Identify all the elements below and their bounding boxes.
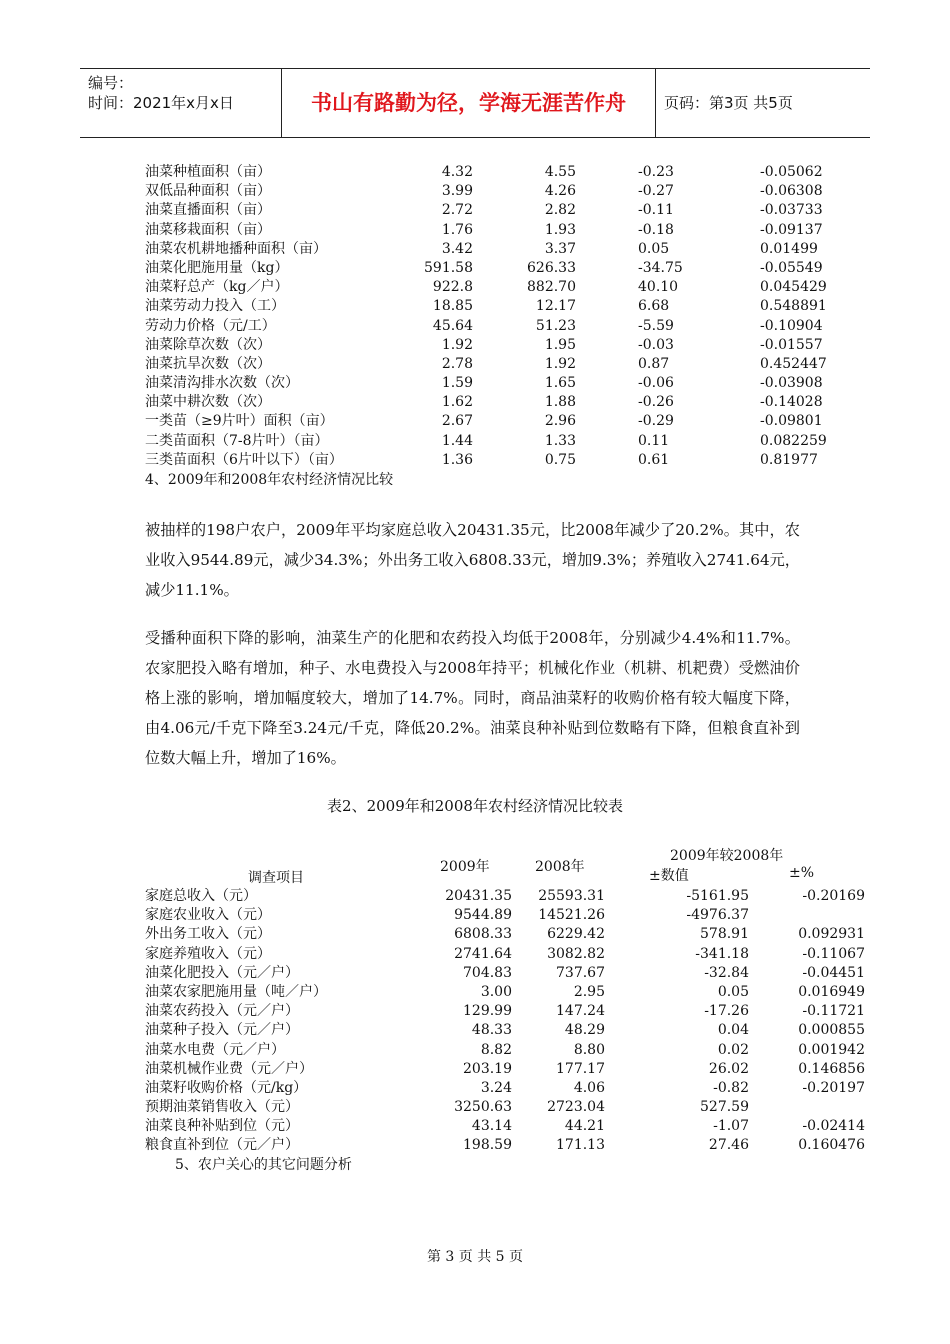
table-row: [145, 887, 865, 906]
table-row: [145, 1136, 865, 1155]
cell-value: 177.17: [556, 1060, 605, 1077]
cell-value: -0.14028: [760, 394, 823, 411]
cell-value: 3.99: [441, 183, 473, 200]
row-label: 一类苗（≥9片叶）面积（亩）: [145, 413, 334, 430]
table-row: [145, 355, 865, 374]
table-2-header-compare: 2009年较2008年: [670, 848, 784, 864]
row-label: 双低品种面积（亩）: [145, 183, 271, 200]
cell-value: 8.80: [573, 1041, 605, 1058]
cell-value: 20431.35: [445, 888, 512, 904]
cell-value: 0.87: [638, 355, 670, 372]
header-divider: [655, 69, 656, 137]
table-row: [145, 1041, 865, 1060]
cell-value: 0.016949: [798, 983, 865, 1000]
cell-value: 48.33: [471, 1022, 512, 1039]
cell-value: 1.65: [544, 375, 576, 392]
cell-value: 0.75: [544, 451, 576, 468]
cell-value: -0.26: [638, 394, 674, 411]
cell-value: -0.04451: [802, 964, 865, 981]
cell-value: -4976.37: [686, 907, 749, 924]
table-row: [145, 259, 865, 278]
cell-value: 1.95: [544, 336, 576, 353]
table-row: [145, 906, 865, 925]
section-5-title: 5、农户关心的其它问题分析: [175, 1157, 352, 1173]
cell-value: 0.082259: [760, 432, 827, 449]
cell-value: 3250.63: [454, 1099, 512, 1116]
cell-value: 4.06: [573, 1079, 605, 1096]
cell-value: 0.548891: [760, 298, 827, 315]
table-row: [145, 432, 865, 451]
cell-value: 51.23: [535, 317, 576, 334]
cell-value: 6229.42: [547, 926, 605, 943]
cell-value: 171.13: [556, 1137, 605, 1154]
cell-value: -341.18: [695, 945, 749, 962]
cell-value: 704.83: [463, 964, 512, 981]
row-label: 二类苗面积（7-8片叶）（亩）: [145, 432, 329, 449]
cell-value: 48.29: [564, 1022, 605, 1039]
paragraph-inputs: 受播种面积下降的影响，油菜生产的化肥和农药投入均低于2008年，分别减少4.4%和11.7%。农家肥投入略有增加，种子、水电费投入与2008年持平；机械化作业（机耕、机耙费）受燃油价格上涨的影响，增加幅度较大，增加了14.7%。同时，商品油菜籽的收购价格有较大幅度下降，由4.06元/千克下降至3.24元/千克，降低20.2%。油菜良种补贴到位数略有下降，但粮食直补到位数大幅上升，增加了16%。: [145, 629, 800, 767]
row-label: 家庭养殖收入（元）: [145, 945, 271, 962]
cell-value: 0.092931: [798, 926, 865, 943]
cell-value: 2.78: [441, 355, 473, 372]
table-row: [145, 1002, 865, 1021]
cell-value: 1.44: [441, 432, 473, 449]
cell-value: 0.01499: [760, 240, 818, 257]
cell-value: -0.82: [713, 1079, 749, 1096]
table-row: [145, 1098, 865, 1117]
table-2-header-2009: 2009年: [440, 859, 490, 875]
row-label: 油菜化肥施用量（kg）: [145, 259, 289, 276]
cell-value: -0.03: [638, 336, 674, 353]
number-label: 编号：: [88, 74, 134, 92]
cell-value: 737.67: [556, 964, 605, 981]
row-label: 油菜良种补贴到位（元）: [145, 1118, 299, 1135]
table-row: [145, 163, 865, 182]
cell-value: 129.99: [463, 1003, 512, 1020]
cell-value: 4.32: [441, 164, 473, 180]
table-row: [145, 336, 865, 355]
table-row: [145, 412, 865, 431]
table-2-header-diff: ±数值: [649, 868, 689, 884]
row-label: 油菜抗旱次数（次）: [145, 355, 271, 372]
cell-value: 1.92: [544, 355, 576, 372]
cell-value: -0.11721: [802, 1003, 865, 1020]
page-footer: 第 3 页 共 5 页: [426, 1249, 524, 1265]
table-row: [145, 451, 865, 470]
date-label: 时间：2021年x月x日: [88, 94, 234, 112]
cell-value: -0.23: [638, 164, 674, 180]
cell-value: 2.67: [441, 413, 473, 430]
cell-value: -1.07: [713, 1118, 749, 1135]
cell-value: 18.85: [432, 298, 473, 315]
row-label: 油菜除草次数（次）: [145, 336, 271, 353]
table-2-caption: 表2、2009年和2008年农村经济情况比较表: [327, 797, 623, 815]
cell-value: -0.05062: [760, 164, 823, 180]
table-row: [145, 317, 865, 336]
cell-value: 0.452447: [760, 355, 827, 372]
cell-value: 527.59: [700, 1099, 749, 1116]
cell-value: 0.61: [638, 451, 670, 468]
table-1: [145, 163, 865, 470]
cell-value: -0.10904: [760, 317, 823, 334]
header-meta: [88, 73, 284, 113]
row-label: 油菜种植面积（亩）: [145, 164, 271, 180]
cell-value: 1.59: [441, 375, 473, 392]
cell-value: -0.29: [638, 413, 674, 430]
row-label: 油菜中耕次数（次）: [145, 394, 271, 411]
table-row: [145, 278, 865, 297]
cell-value: 626.33: [527, 259, 576, 276]
cell-value: 3.37: [544, 240, 576, 257]
cell-value: 0.81977: [760, 451, 818, 468]
table-2-header-2008: 2008年: [535, 859, 585, 875]
cell-value: 0.05: [717, 983, 749, 1000]
table-2-header-item: 调查项目: [248, 870, 304, 886]
table-2-header-pct: ±%: [789, 865, 815, 881]
cell-value: -0.20169: [802, 888, 865, 904]
row-label: 劳动力价格（元/工）: [145, 317, 276, 334]
cell-value: -0.18: [638, 221, 674, 238]
cell-value: 6808.33: [454, 926, 512, 943]
cell-value: 2723.04: [547, 1099, 605, 1116]
cell-value: -0.11067: [802, 945, 865, 962]
cell-value: 1.33: [544, 432, 576, 449]
cell-value: -5161.95: [686, 888, 749, 904]
cell-value: 26.02: [708, 1060, 749, 1077]
page-header: [80, 68, 870, 138]
table-row: [145, 374, 865, 393]
cell-value: 1.36: [441, 451, 473, 468]
cell-value: 0.146856: [798, 1060, 865, 1077]
cell-value: 3.24: [480, 1079, 512, 1096]
table-row: [145, 221, 865, 240]
cell-value: 14521.26: [538, 907, 605, 924]
table-row: [145, 964, 865, 983]
cell-value: 45.64: [432, 317, 473, 334]
cell-value: 203.19: [463, 1060, 512, 1077]
row-label: 家庭总收入（元）: [145, 888, 257, 904]
cell-value: 2.82: [544, 202, 576, 219]
cell-value: 40.10: [638, 279, 679, 296]
cell-value: 2.96: [544, 413, 576, 430]
table-row: [145, 393, 865, 412]
paragraph-income: 被抽样的198户农户，2009年平均家庭总收入20431.35元，比2008年减少了20.2%。其中，农业收入9544.89元，减少34.3%；外出务工收入6808.33元，增加9.3%；养殖收入2741.64元，减少11.1%。: [145, 521, 800, 599]
row-label: 油菜农机耕地播种面积（亩）: [145, 240, 327, 257]
row-label: 油菜化肥投入（元／户）: [145, 964, 299, 981]
cell-value: 0.02: [717, 1041, 749, 1058]
table-row: [145, 925, 865, 944]
table-row: [145, 1060, 865, 1079]
cell-value: 44.21: [564, 1118, 605, 1135]
cell-value: 578.91: [700, 926, 749, 943]
table-row: [145, 1117, 865, 1136]
row-label: 油菜籽收购价格（元/kg）: [145, 1079, 308, 1096]
row-label: 家庭农业收入（元）: [145, 907, 271, 924]
cell-value: 882.70: [527, 279, 576, 296]
row-label: 油菜移栽面积（亩）: [145, 221, 271, 238]
cell-value: -0.20197: [802, 1079, 865, 1096]
table-row: [145, 297, 865, 316]
row-label: 油菜机械作业费（元／户）: [145, 1060, 313, 1077]
row-label: 油菜种子投入（元／户）: [145, 1022, 299, 1039]
row-label: 油菜劳动力投入（工）: [145, 298, 285, 315]
cell-value: 2741.64: [454, 945, 512, 962]
cell-value: 4.55: [544, 164, 576, 180]
cell-value: 2.95: [573, 983, 605, 1000]
row-label: 油菜直播面积（亩）: [145, 202, 271, 219]
cell-value: 0.001942: [798, 1041, 865, 1058]
header-motto: 书山有路勤为径，学海无涯苦作舟: [311, 91, 626, 115]
cell-value: -0.06: [638, 375, 674, 392]
cell-value: 0.11: [638, 432, 670, 449]
cell-value: -32.84: [704, 964, 749, 981]
cell-value: -0.06308: [760, 183, 823, 200]
cell-value: -0.01557: [760, 336, 823, 353]
row-label: 预期油菜销售收入（元）: [145, 1099, 299, 1116]
cell-value: 1.62: [441, 394, 473, 411]
cell-value: 0.045429: [760, 279, 827, 296]
row-label: 油菜水电费（元／户）: [145, 1041, 285, 1058]
cell-value: 147.24: [556, 1003, 605, 1020]
cell-value: -0.05549: [760, 259, 823, 276]
cell-value: 4.26: [544, 183, 576, 200]
cell-value: 922.8: [432, 279, 473, 296]
cell-value: 9544.89: [454, 907, 512, 924]
cell-value: -5.59: [638, 317, 674, 334]
cell-value: 3.42: [441, 240, 473, 257]
cell-value: 0.160476: [798, 1137, 865, 1154]
row-label: 油菜农药投入（元／户）: [145, 1003, 299, 1020]
cell-value: 27.46: [708, 1137, 749, 1154]
table-row: [145, 182, 865, 201]
row-label: 粮食直补到位（元／户）: [145, 1137, 299, 1154]
cell-value: -34.75: [638, 259, 683, 276]
cell-value: 6.68: [638, 298, 670, 315]
cell-value: 2.72: [441, 202, 473, 219]
cell-value: -0.03733: [760, 202, 823, 219]
row-label: 油菜籽总产（kg／户）: [145, 279, 289, 296]
cell-value: 0.05: [638, 240, 670, 257]
cell-value: 591.58: [424, 259, 473, 276]
cell-value: 43.14: [471, 1118, 512, 1135]
cell-value: 25593.31: [538, 888, 605, 904]
cell-value: 0.000855: [798, 1022, 865, 1039]
cell-value: 1.88: [544, 394, 576, 411]
cell-value: 1.93: [544, 221, 576, 238]
row-label: 外出务工收入（元）: [145, 926, 271, 943]
cell-value: 3082.82: [547, 945, 605, 962]
cell-value: -17.26: [704, 1003, 749, 1020]
table-row: [145, 1021, 865, 1040]
cell-value: -0.09137: [760, 221, 823, 238]
cell-value: 3.00: [480, 983, 512, 1000]
cell-value: -0.03908: [760, 375, 823, 392]
cell-value: -0.27: [638, 183, 674, 200]
table-row: [145, 240, 865, 259]
cell-value: 8.82: [480, 1041, 512, 1058]
cell-value: 198.59: [463, 1137, 512, 1154]
table-row: [145, 945, 865, 964]
cell-value: -0.11: [638, 202, 674, 219]
row-label: 油菜农家肥施用量（吨／户）: [145, 983, 327, 1000]
cell-value: -0.09801: [760, 413, 823, 430]
section-4-title: 4、2009年和2008年农村经济情况比较: [145, 472, 394, 488]
cell-value: 12.17: [535, 298, 576, 315]
table-row: [145, 1079, 865, 1098]
cell-value: 1.76: [441, 221, 473, 238]
table-row: [145, 983, 865, 1002]
table-row: [145, 201, 865, 220]
row-label: 三类苗面积（6片叶以下）（亩）: [145, 451, 343, 468]
header-page-info: 页码：第3页 共5页: [664, 94, 793, 112]
cell-value: -0.02414: [802, 1118, 865, 1135]
row-label: 油菜清沟排水次数（次）: [145, 375, 299, 392]
table-2: [145, 887, 865, 1156]
cell-value: 1.92: [441, 336, 473, 353]
cell-value: 0.04: [717, 1022, 749, 1039]
